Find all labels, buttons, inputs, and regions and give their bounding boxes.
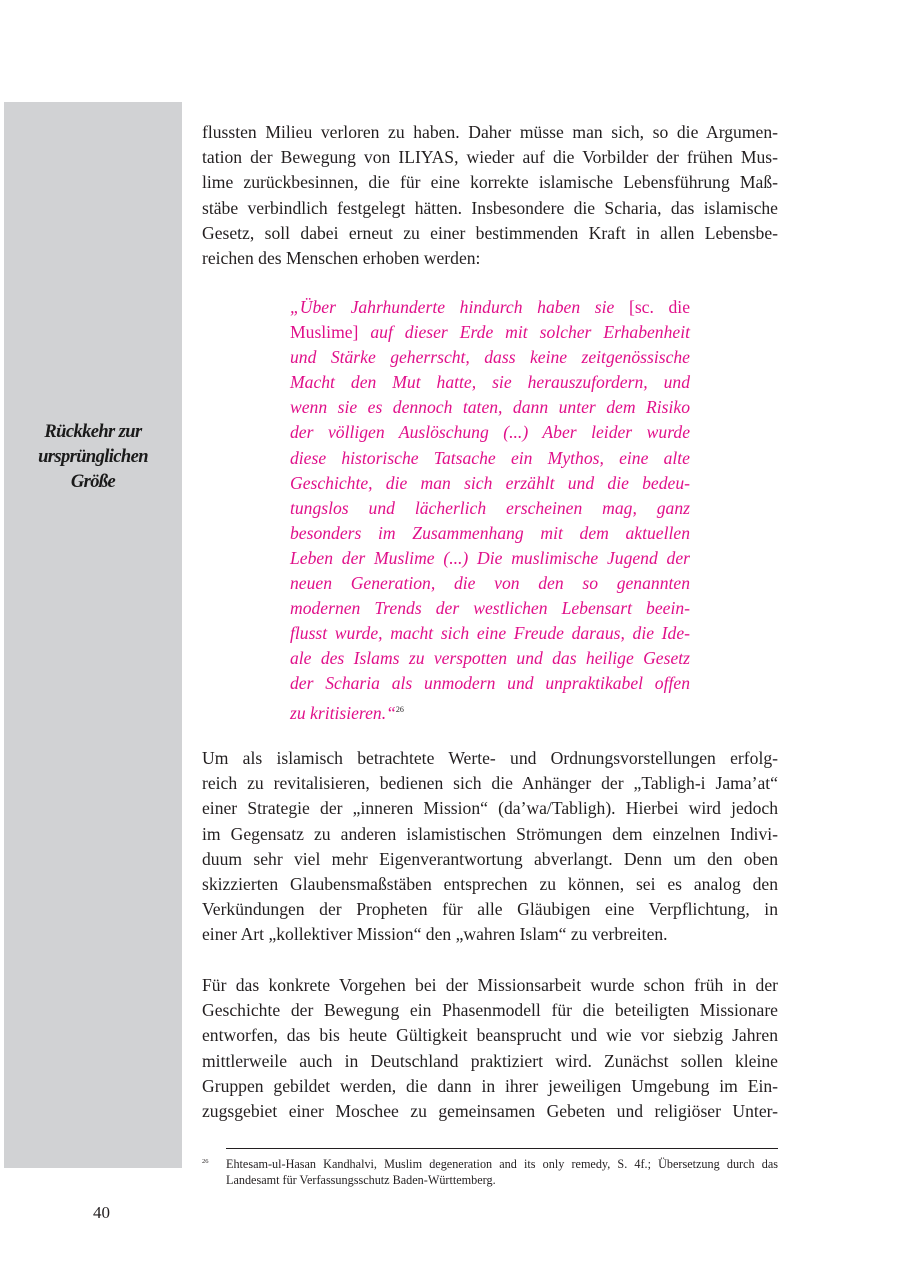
text-line: skizzierten Glaubensmaßstäben entsprechen zu können, sei es analog den — [202, 874, 778, 895]
body-paragraph-3 — [202, 973, 778, 1124]
text-line: lime zurückbesinnen, die für eine korrekte islamische Lebensführung Maß- — [202, 172, 778, 193]
block-quote — [290, 295, 690, 726]
footnote-number: 26 — [202, 1158, 209, 1165]
quote-line: Macht den Mut hatte, sie herauszufordern, und — [290, 372, 690, 393]
editorial-insert: Muslime] — [290, 322, 359, 343]
margin-heading-line: ursprünglichen — [38, 447, 148, 467]
quote-line: Leben der Muslime (...) Die muslimische Jugend der — [290, 547, 690, 568]
quote-line: tungslos und lächerlich erscheinen mag, ganz — [290, 497, 690, 518]
quote-line: diese historische Tatsache ein Mythos, eine alte — [290, 447, 690, 468]
quote-text: auf dieser Erde mit solcher Erhabenheit — [358, 322, 690, 343]
footnote-line: Landesamt für Verfassungsschutz Baden-Württemberg. — [226, 1173, 496, 1187]
quote-line: wenn sie es dennoch taten, dann unter dem Risiko — [290, 397, 690, 418]
text-line: Um als islamisch betrachtete Werte- und Ordnungsvorstellungen erfolg- — [202, 748, 778, 768]
text-line: Gruppen gebildet werden, die dann in ihrer jeweiligen Umgebung im Ein- — [202, 1075, 778, 1096]
text-line: flussten Milieu verloren zu haben. Daher müsse man sich, so die Argumen- — [202, 122, 778, 142]
text-line: einer Strategie der „inneren Mission“ (da’wa/Tabligh). Hierbei wird jedoch — [202, 798, 778, 819]
text-line: mittlerweile auch in Deutschland praktiziert wird. Zunächst sollen kleine — [202, 1050, 778, 1071]
margin-heading — [4, 420, 182, 495]
margin-heading-line: Rückkehr zur — [44, 422, 142, 442]
text-line: stäbe verbindlich festgelegt hätten. Insbesondere die Scharia, das islamische — [202, 197, 778, 218]
footnote-reference[interactable]: 26 — [395, 704, 404, 714]
body-paragraph-2 — [202, 746, 778, 948]
footnote — [202, 1156, 778, 1188]
quote-line: modernen Trends der westlichen Lebensart beein- — [290, 598, 690, 619]
footnote-text — [226, 1156, 778, 1188]
footnote-divider — [226, 1148, 778, 1149]
quote-line: der Scharia als unmodern und unpraktikabel offen — [290, 673, 690, 694]
text-line: im Gegensatz zu anderen islamistischen Strömungen dem einzelnen Indivi- — [202, 823, 778, 844]
quote-line: Geschichte, die man sich erzählt und die bedeu- — [290, 472, 690, 493]
quote-line — [290, 320, 690, 345]
text-line: zugsgebiet einer Moschee zu gemeinsamen Gebeten und religiöser Unter- — [202, 1101, 778, 1122]
footnote-line: Ehtesam-ul-Hasan Kandhalvi, Muslim degeneration and its only remedy, S. 4f.; Übersetzung durch das — [226, 1157, 778, 1171]
text-line: Geschichte der Bewegung ein Phasenmodell für die beteiligten Missionare — [202, 1000, 778, 1021]
quote-line — [290, 697, 690, 726]
text-line: duum sehr viel mehr Eigenverantwortung abverlangt. Denn um den oben — [202, 848, 778, 869]
quote-line: ale des Islams zu verspotten und das heilige Gesetz — [290, 648, 690, 669]
quote-line: neuen Generation, die von den so genannten — [290, 573, 690, 594]
text-line: reich zu revitalisieren, bedienen sich die Anhänger der „Tabligh-i Jama’at“ — [202, 773, 778, 794]
quote-line: der völligen Auslöschung (...) Aber leider wurde — [290, 422, 690, 443]
body-paragraph-1 — [202, 120, 778, 271]
text-line: einer Art „kollektiver Mission“ den „wahren Islam“ zu verbreiten. — [202, 924, 668, 945]
editorial-insert: [sc. die — [628, 297, 691, 317]
quote-line: flusst wurde, macht sich eine Freude daraus, die Ide- — [290, 623, 690, 644]
quote-line: und Stärke geherrscht, dass keine zeitgenössische — [290, 347, 690, 368]
text-line: tation der Bewegung von ILIYAS, wieder auf die Vorbilder der frühen Mus- — [202, 147, 778, 168]
text-line: entworfen, das bis heute Gültigkeit beansprucht und wie vor siebzig Jahren — [202, 1025, 778, 1046]
quote-line — [290, 295, 690, 320]
text-line: reichen des Menschen erhoben werden: — [202, 248, 481, 269]
margin-sidebar — [4, 102, 182, 1168]
margin-heading-line: Größe — [70, 472, 116, 492]
page-number: 40 — [93, 1203, 110, 1222]
text-line: Verkündungen der Propheten für alle Gläubigen eine Verpflichtung, in — [202, 899, 778, 920]
text-line: Für das konkrete Vorgehen bei der Missionsarbeit wurde schon früh in der — [202, 975, 778, 995]
text-line: Gesetz, soll dabei erneut zu einer bestimmenden Kraft in allen Lebensbe- — [202, 222, 778, 243]
quote-line: besonders im Zusammenhang mit dem aktuellen — [290, 522, 690, 543]
quote-text: „Über Jahrhunderte hindurch haben sie — [290, 297, 629, 317]
quote-text: zu kritisieren.“ — [290, 702, 396, 723]
